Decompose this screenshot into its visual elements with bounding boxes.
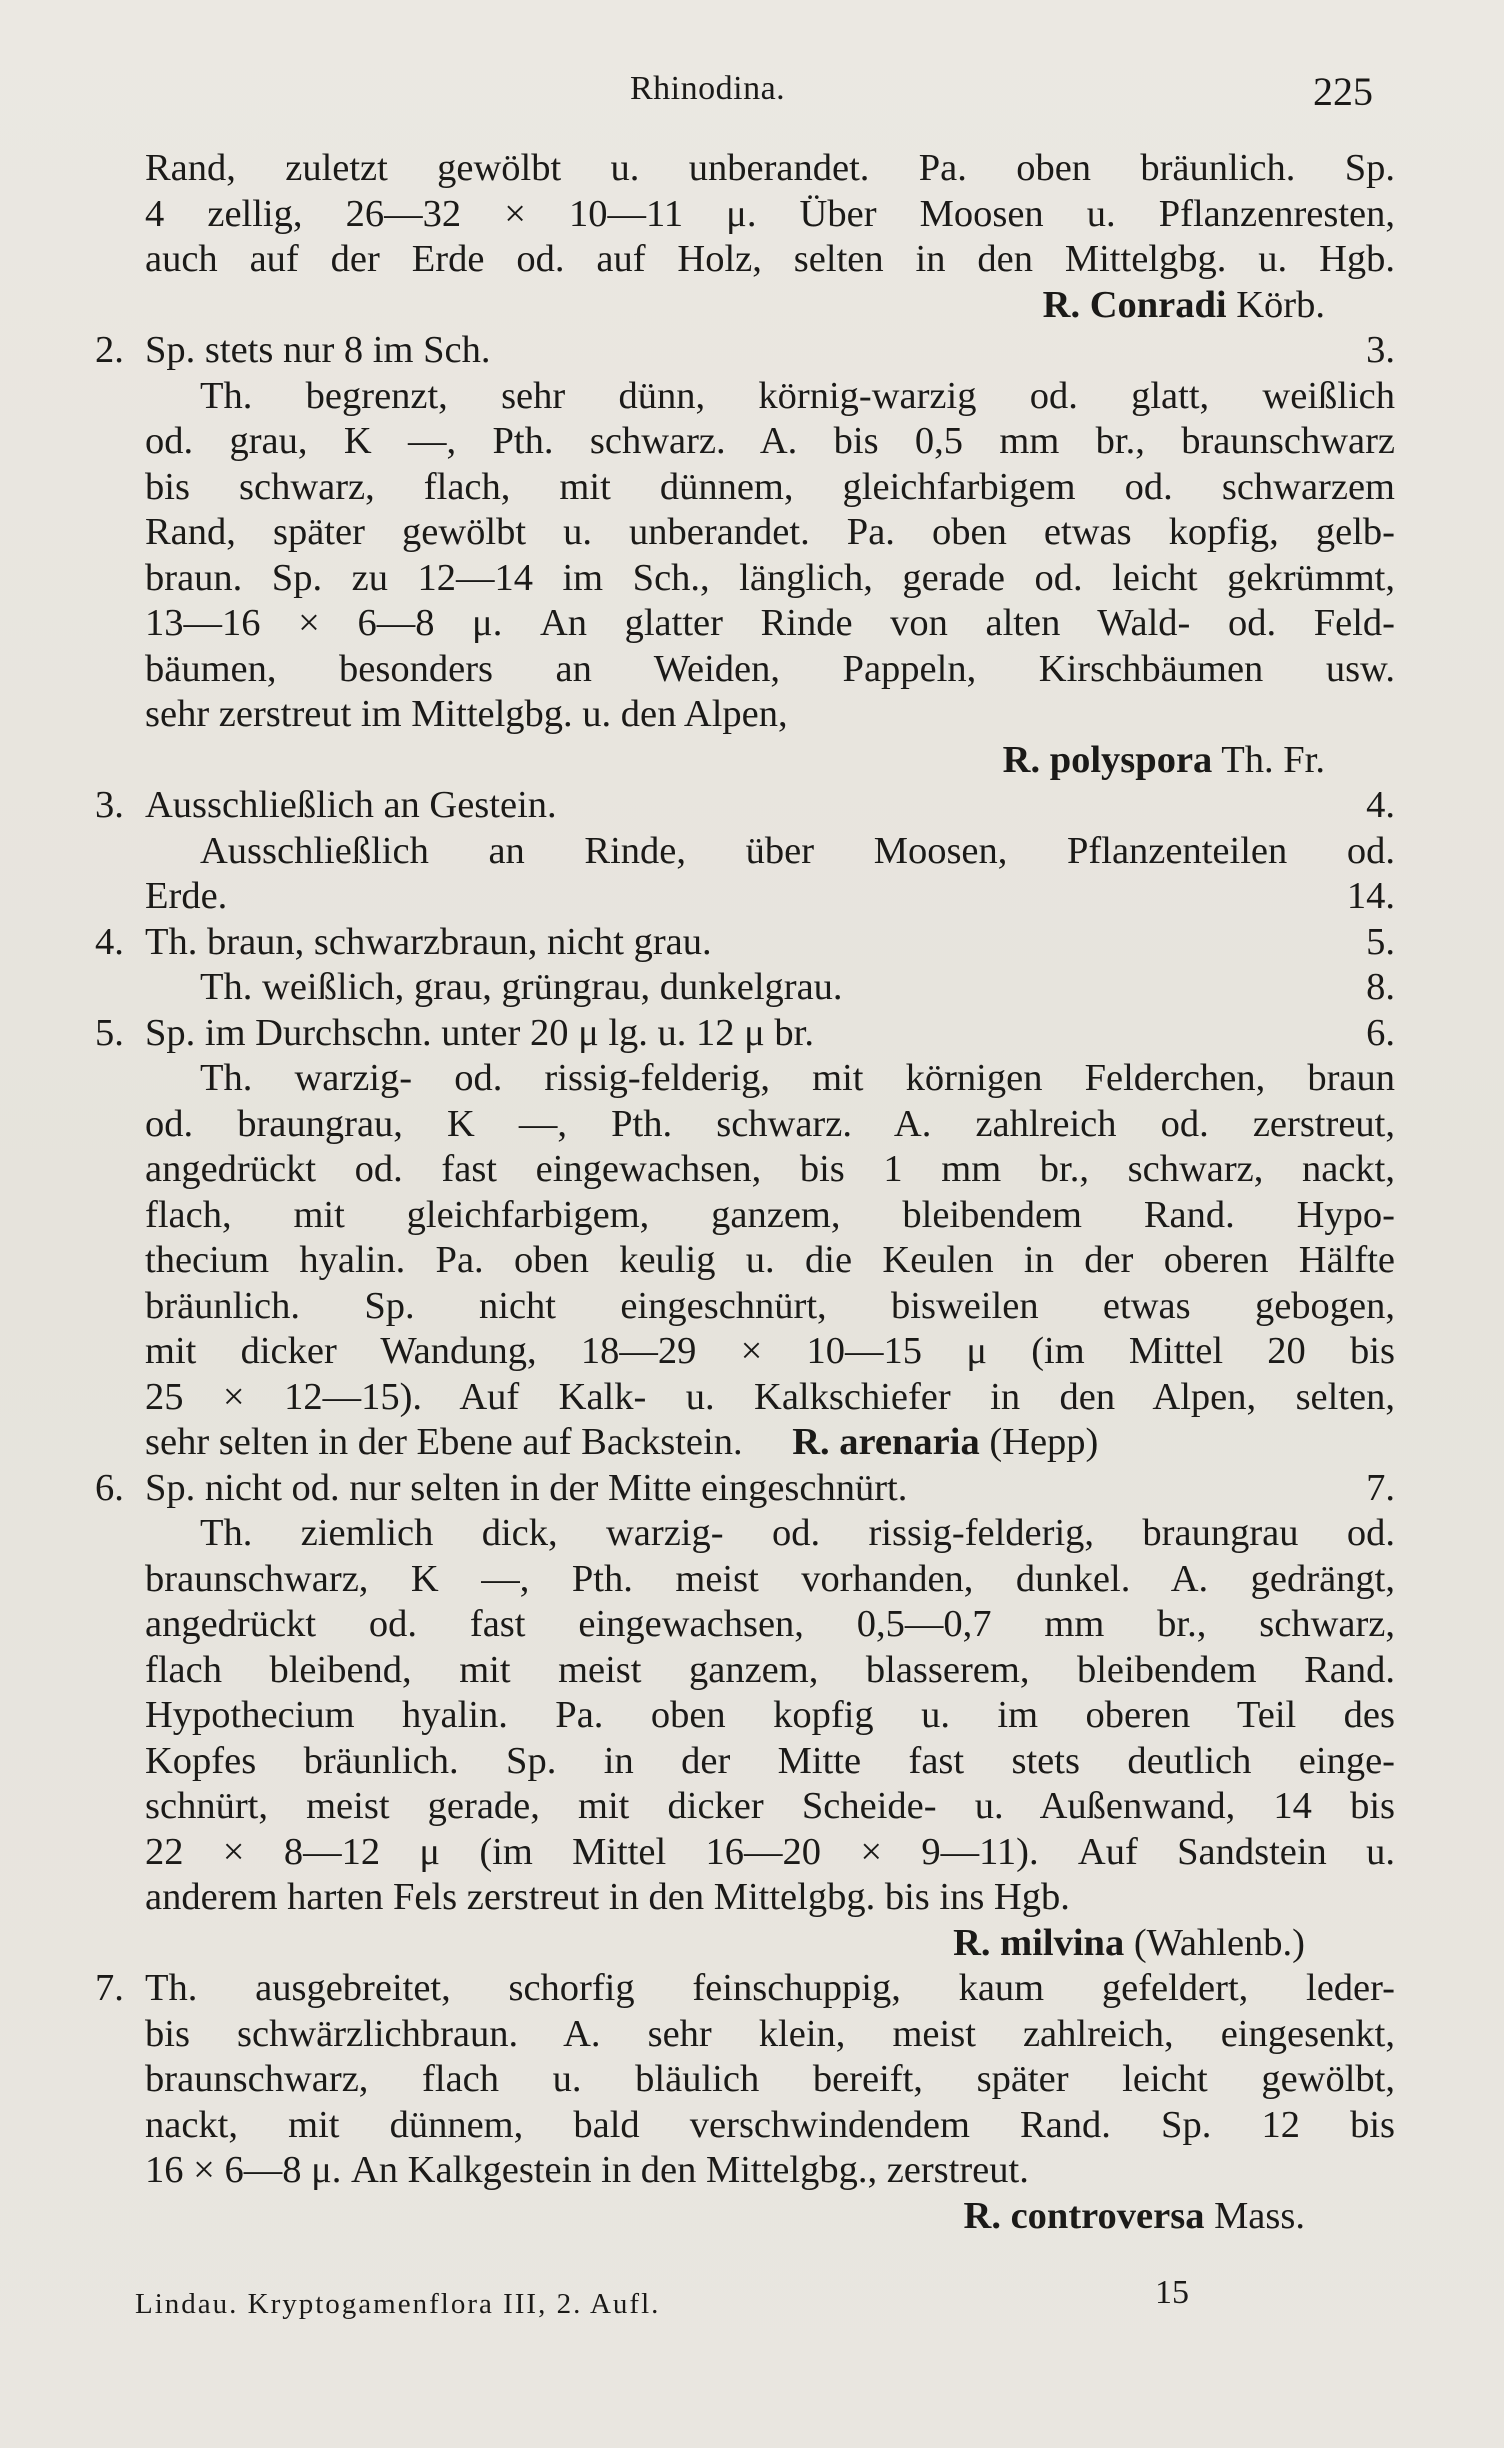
key-number: 5.: [95, 1011, 124, 1054]
text-line: auch auf der Erde od. auf Holz, selten in den Mittelgbg. u. Hgb.: [145, 238, 1395, 280]
text-line: nackt, mit dünnem, bald verschwindendem Rand. Sp. 12 bis: [145, 2103, 1395, 2146]
text-line: anderem harten Fels zerstreut in den Mittelgbg. bis ins Hgb.: [145, 1876, 1070, 1918]
key-reference: 5.: [1366, 920, 1395, 963]
text-line: thecium hyalin. Pa. oben keulig u. die Keulen in der oberen Hälfte: [145, 1239, 1395, 1281]
text-line: bis schwärzlichbraun. A. sehr klein, meist zahlreich, eingesenkt,: [145, 2012, 1395, 2055]
species-author: Th. Fr.: [1221, 738, 1325, 781]
text-line: braun. Sp. zu 12—14 im Sch., länglich, gerade od. leicht gekrümmt,: [145, 556, 1395, 599]
species-name-line: [95, 2194, 1395, 2240]
page-header: [0, 62, 1504, 122]
text-line: Th. begrenzt, sehr dünn, körnig-warzig od. glatt, weißlich: [200, 374, 1395, 417]
text-line: [95, 1420, 1395, 1466]
key-reference: 8.: [1366, 966, 1395, 1008]
key-reference: 7.: [1366, 1466, 1395, 1509]
key-text: Ausschließlich an Gestein.: [145, 784, 557, 826]
text-line: schnürt, meist gerade, mit dicker Scheide- u. Außenwand, 14 bis: [145, 1785, 1395, 1827]
text-line: 25 × 12—15). Auf Kalk- u. Kalkschiefer in den Alpen, selten,: [145, 1375, 1395, 1418]
text-line: bäumen, besonders an Weiden, Pappeln, Kirschbäumen usw.: [145, 647, 1395, 690]
key-lead: [95, 1966, 1395, 2012]
key-lead: [95, 328, 1395, 374]
key-reference: 6.: [1366, 1011, 1395, 1054]
text-line: braunschwarz, K —, Pth. meist vorhanden, dunkel. A. gedrängt,: [145, 1557, 1395, 1600]
text-line: bräunlich. Sp. nicht eingeschnürt, bisweilen etwas gebogen,: [145, 1284, 1395, 1327]
text-line: od. grau, K —, Pth. schwarz. A. bis 0,5 mm br., braunschwarz: [145, 420, 1395, 462]
page-body: [95, 146, 1395, 2239]
key-lead: [95, 783, 1395, 829]
key-reference: 4.: [1366, 784, 1395, 826]
key-text: Th. ausgebreitet, schorfig feinschuppig, kaum gefeldert, leder-: [145, 1967, 1395, 2009]
text-line: braunschwarz, flach u. bläulich bereift, später leicht gewölbt,: [145, 2058, 1395, 2100]
running-title: Rhinodina.: [630, 70, 786, 107]
text-segment: sehr selten in der Ebene auf Backstein.: [145, 1421, 743, 1463]
species-author: (Wahlenb.): [1133, 1921, 1305, 1964]
species-author: Körb.: [1236, 283, 1325, 326]
text-line: Ausschließlich an Rinde, über Moosen, Pflanzenteilen od.: [200, 829, 1395, 872]
text-line: 4 zellig, 26—32 × 10—11 μ. Über Moosen u. Pflanzenresten,: [145, 192, 1395, 235]
page-footer: [135, 2274, 1215, 2340]
key-number: 6.: [95, 1466, 124, 1509]
key-text: Erde.: [145, 875, 228, 917]
page-number: 225: [1313, 69, 1373, 114]
key-reference: 3.: [1366, 329, 1395, 371]
text-line: flach, mit gleichfarbigem, ganzem, bleibendem Rand. Hypo-: [145, 1193, 1395, 1236]
text-line: Rand, später gewölbt u. unberandet. Pa. oben etwas kopfig, gelb-: [145, 511, 1395, 553]
key-text: Th. braun, schwarzbraun, nicht grau.: [145, 920, 712, 963]
species-name: R. Conradi: [1042, 283, 1227, 326]
text-line: Hypothecium hyalin. Pa. oben kopfig u. im oberen Teil des: [145, 1694, 1395, 1736]
text-line: mit dicker Wandung, 18—29 × 10—15 μ (im Mittel 20 bis: [145, 1330, 1395, 1372]
text-line: 13—16 × 6—8 μ. An glatter Rinde von alten Wald- od. Feld-: [145, 602, 1395, 644]
key-lead: [95, 965, 1395, 1011]
key-reference: 14.: [1346, 875, 1395, 917]
signature-mark: 15: [1155, 2274, 1189, 2311]
text-line: bis schwarz, flach, mit dünnem, gleichfarbigem od. schwarzem: [145, 465, 1395, 508]
text-line: flach bleibend, mit meist ganzem, blasserem, bleibendem Rand.: [145, 1648, 1395, 1691]
text-line: angedrückt od. fast eingewachsen, 0,5—0,7 mm br., schwarz,: [145, 1603, 1395, 1645]
text-line: 16 × 6—8 μ. An Kalkgestein in den Mittelgbg., zerstreut.: [145, 2149, 1029, 2191]
species-name: R. controversa: [963, 2194, 1205, 2237]
key-text: Sp. im Durchschn. unter 20 μ lg. u. 12 μ br.: [145, 1011, 814, 1054]
text-line: angedrückt od. fast eingewachsen, bis 1 mm br., schwarz, nackt,: [145, 1148, 1395, 1190]
key-number: 2.: [95, 329, 124, 371]
key-number: 7.: [95, 1967, 124, 2009]
text-line: Th. ziemlich dick, warzig- od. rissig-felderig, braungrau od.: [200, 1512, 1395, 1554]
species-author: Mass.: [1214, 2194, 1305, 2237]
footer-reference: Lindau. Kryptogamenflora III, 2. Aufl.: [135, 2288, 661, 2320]
key-text: Th. weißlich, grau, grüngrau, dunkelgrau.: [200, 966, 843, 1008]
species-name-line: [95, 738, 1395, 784]
key-text: Sp. nicht od. nur selten in der Mitte eingeschnürt.: [145, 1466, 908, 1509]
species-name: R. arenaria: [792, 1421, 980, 1463]
species-author: (Hepp): [989, 1421, 1099, 1463]
text-line: Kopfes bräunlich. Sp. in der Mitte fast stets deutlich einge-: [145, 1739, 1395, 1782]
text-line: od. braungrau, K —, Pth. schwarz. A. zahlreich od. zerstreut,: [145, 1102, 1395, 1145]
text-line: Rand, zuletzt gewölbt u. unberandet. Pa. oben bräunlich. Sp.: [145, 147, 1395, 189]
key-text: Sp. stets nur 8 im Sch.: [145, 329, 491, 371]
species-name-line: [95, 1921, 1395, 1967]
text-line: sehr zerstreut im Mittelgbg. u. den Alpen,: [145, 693, 788, 735]
key-lead: [95, 874, 1395, 920]
key-lead: [95, 1466, 1395, 1512]
species-name: R. polyspora: [1002, 738, 1213, 781]
species-name: R. milvina: [953, 1921, 1125, 1964]
text-line: Th. warzig- od. rissig-felderig, mit körnigen Felderchen, braun: [200, 1057, 1395, 1099]
key-lead: [95, 920, 1395, 966]
text-line: 22 × 8—12 μ (im Mittel 16—20 × 9—11). Auf Sandstein u.: [145, 1830, 1395, 1873]
key-number: 4.: [95, 920, 124, 963]
key-number: 3.: [95, 784, 124, 826]
key-lead: [95, 1011, 1395, 1057]
species-name-line: [95, 283, 1395, 329]
